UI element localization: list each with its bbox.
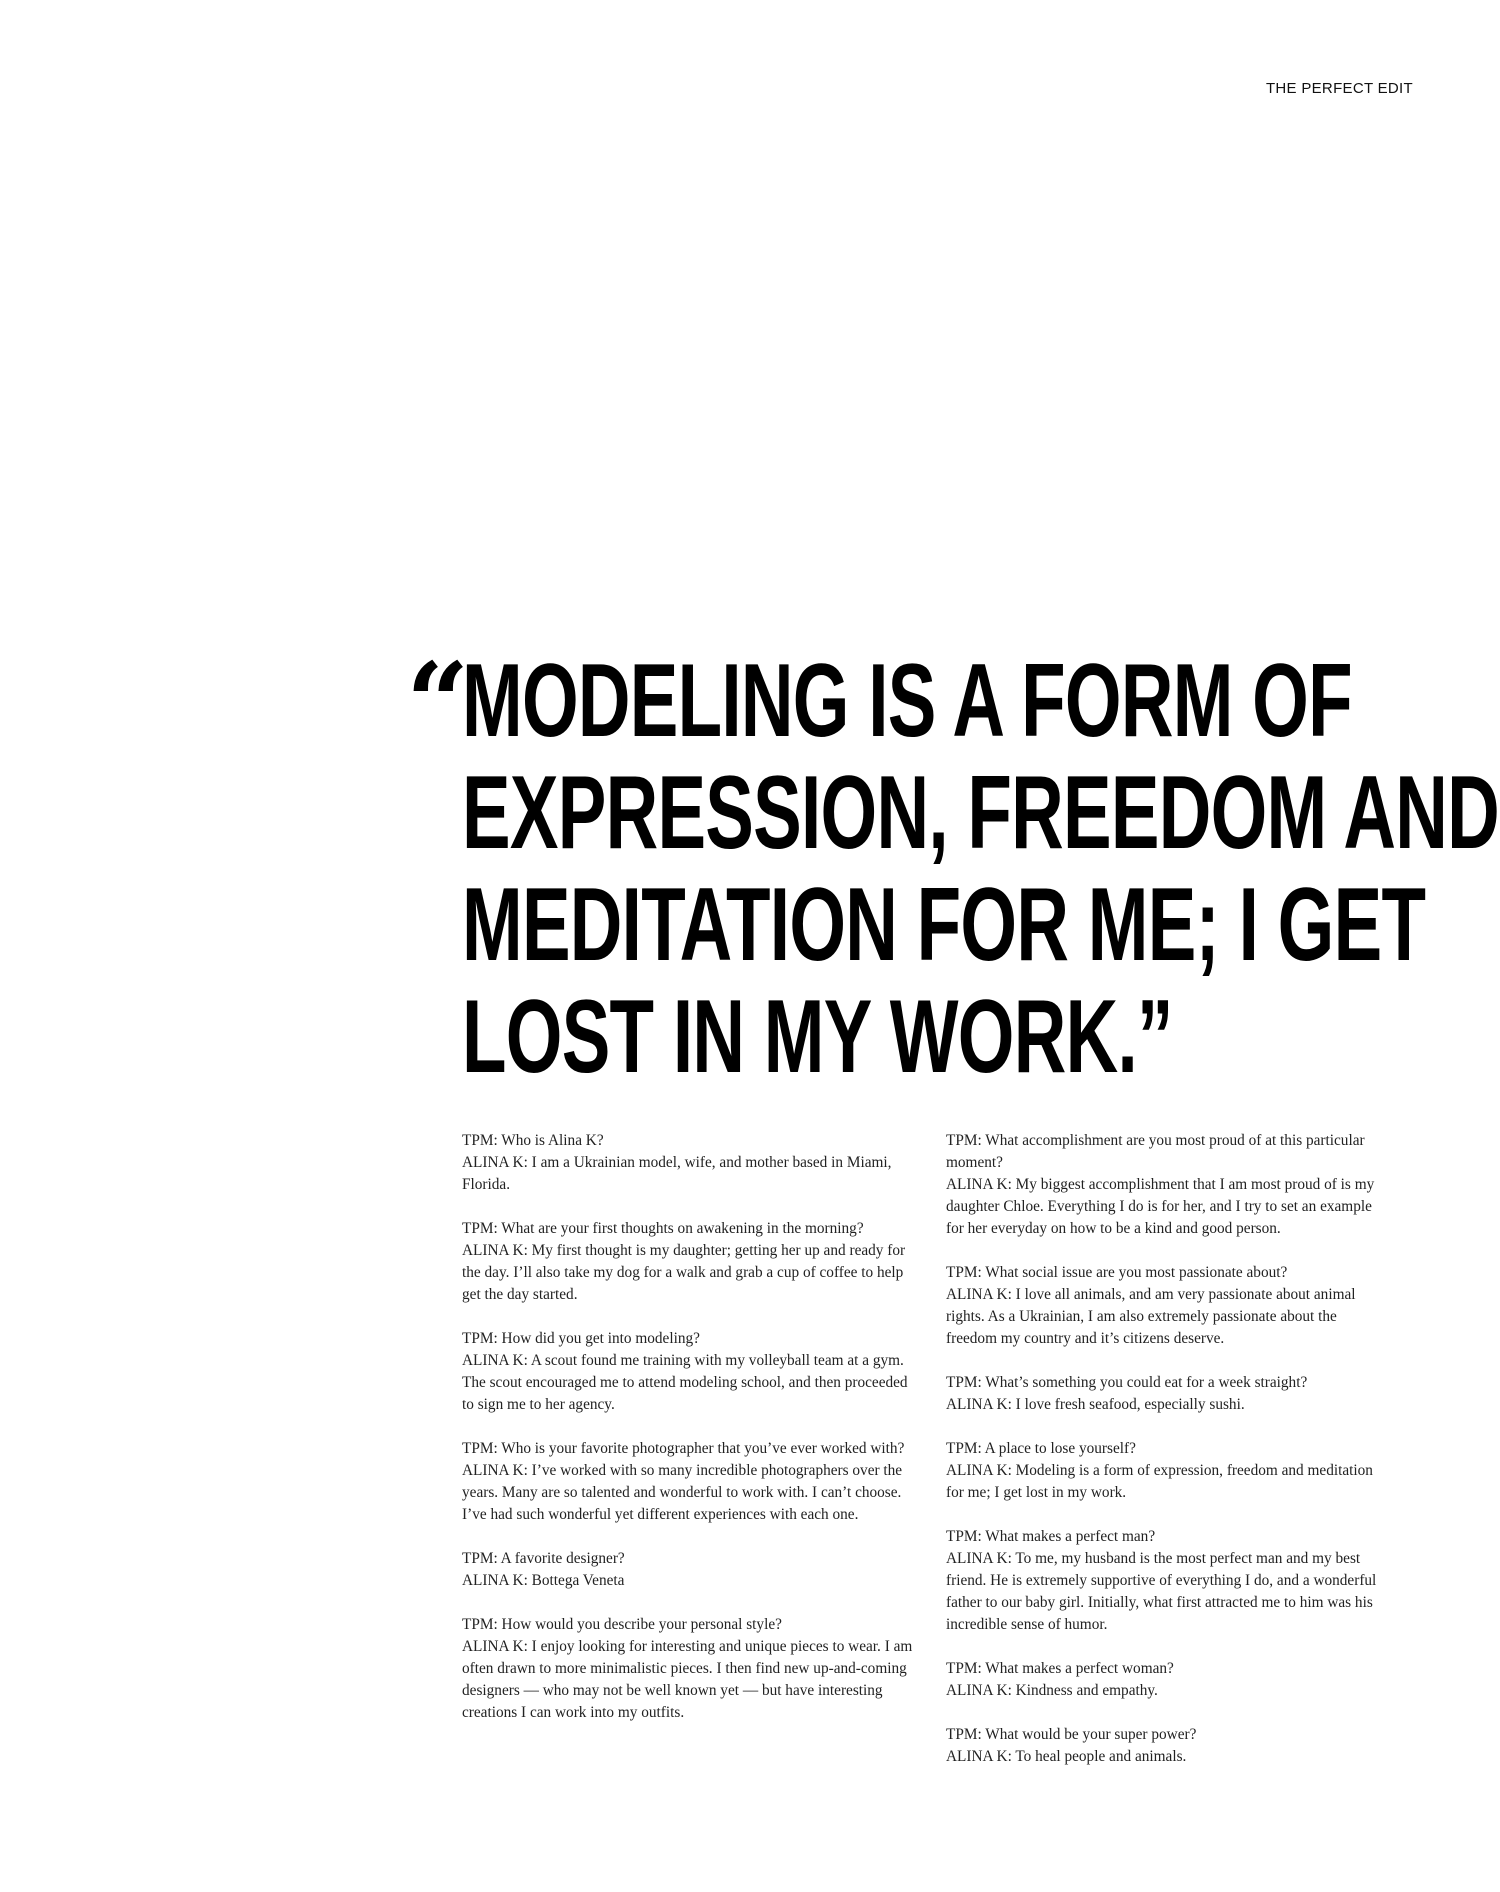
interview-question: TPM: What’s something you could eat for a week straight? <box>946 1374 1308 1391</box>
interview-answer: ALINA K: To heal people and animals. <box>946 1748 1187 1765</box>
interview-left-column <box>462 1130 917 1746</box>
interview-right-column <box>946 1130 1386 1790</box>
qa-item <box>946 1130 1386 1240</box>
interview-question: TPM: What accomplishment are you most proud of at this particular moment? <box>946 1132 1365 1171</box>
qa-item <box>946 1262 1386 1350</box>
interview-question: TPM: What are your first thoughts on awakening in the morning? <box>462 1220 864 1237</box>
interview-answer: ALINA K: My first thought is my daughter; getting her up and ready for the day. I’ll also take my dog for a walk and grab a cup of coffee to help get the day started. <box>462 1242 906 1303</box>
pull-quote-line: EXPRESSION, FREEDOM AND <box>462 755 1499 871</box>
interview-question: TPM: What social issue are you most passionate about? <box>946 1264 1288 1281</box>
interview-question: TPM: Who is Alina K? <box>462 1132 604 1149</box>
pull-quote-line: MEDITATION FOR ME; I GET <box>462 867 1426 983</box>
interview-question: TPM: Who is your favorite photographer that you’ve ever worked with? <box>462 1440 905 1457</box>
qa-item <box>462 1328 917 1416</box>
interview-answer: ALINA K: I am a Ukrainian model, wife, and mother based in Miami, Florida. <box>462 1154 892 1193</box>
pull-quote-line: MODELING IS A FORM OF <box>462 643 1352 759</box>
interview-answer: ALINA K: Bottega Veneta <box>462 1572 625 1589</box>
open-quote-mark: “ <box>406 638 470 767</box>
interview-answer: ALINA K: I love all animals, and am very passionate about animal rights. As a Ukrainian, I am also extremely passionate about the freedom my country and it’s citizens deserve. <box>946 1286 1356 1347</box>
qa-item <box>946 1438 1386 1504</box>
qa-item <box>462 1438 917 1526</box>
interview-question: TPM: What would be your super power? <box>946 1726 1197 1743</box>
interview-answer: ALINA K: I enjoy looking for interesting and unique pieces to wear. I am often drawn to more minimalistic pieces. I then find new up-and-coming designers — who may not be well known yet — but have interesting creations I can work into my outfits. <box>462 1638 913 1721</box>
qa-item <box>946 1724 1386 1768</box>
interview-question: TPM: A place to lose yourself? <box>946 1440 1136 1457</box>
qa-item <box>462 1614 917 1724</box>
interview-answer: ALINA K: I’ve worked with so many incredible photographers over the years. Many are so talented and wonderful to work with. I can’t choose. I’ve had such wonderful yet different experiences with each one. <box>462 1462 903 1523</box>
interview-answer: ALINA K: To me, my husband is the most perfect man and my best friend. He is extremely supportive of everything I do, and a wonderful father to our baby girl. Initially, what first attracted me to him was his incredible sense of humor. <box>946 1550 1377 1633</box>
qa-item <box>462 1548 917 1592</box>
interview-question: TPM: How did you get into modeling? <box>462 1330 700 1347</box>
interview-question: TPM: A favorite designer? <box>462 1550 625 1567</box>
section-label: THE PERFECT EDIT <box>1265 80 1413 97</box>
interview-answer: ALINA K: I love fresh seafood, especially sushi. <box>946 1396 1245 1413</box>
interview-answer: ALINA K: A scout found me training with my volleyball team at a gym. The scout encouraged me to attend modeling school, and then proceeded to sign me to her agency. <box>462 1352 908 1413</box>
interview-question: TPM: What makes a perfect woman? <box>946 1660 1174 1677</box>
interview-answer: ALINA K: My biggest accomplishment that I am most proud of is my daughter Chloe. Everything I do is for her, and I try to set an example for her everyday on how to be a kind and good person. <box>946 1176 1375 1237</box>
interview-question: TPM: How would you describe your personal style? <box>462 1616 782 1633</box>
qa-item <box>946 1372 1386 1416</box>
qa-item <box>946 1526 1386 1636</box>
qa-item <box>462 1218 917 1306</box>
qa-item <box>946 1658 1386 1702</box>
pull-quote <box>462 643 1499 1095</box>
interview-answer: ALINA K: Modeling is a form of expression, freedom and meditation for me; I get lost in my work. <box>946 1462 1373 1501</box>
qa-item <box>462 1130 917 1196</box>
interview-question: TPM: What makes a perfect man? <box>946 1528 1156 1545</box>
pull-quote-line: LOST IN MY WORK.” <box>462 979 1173 1095</box>
interview-answer: ALINA K: Kindness and empathy. <box>946 1682 1158 1699</box>
